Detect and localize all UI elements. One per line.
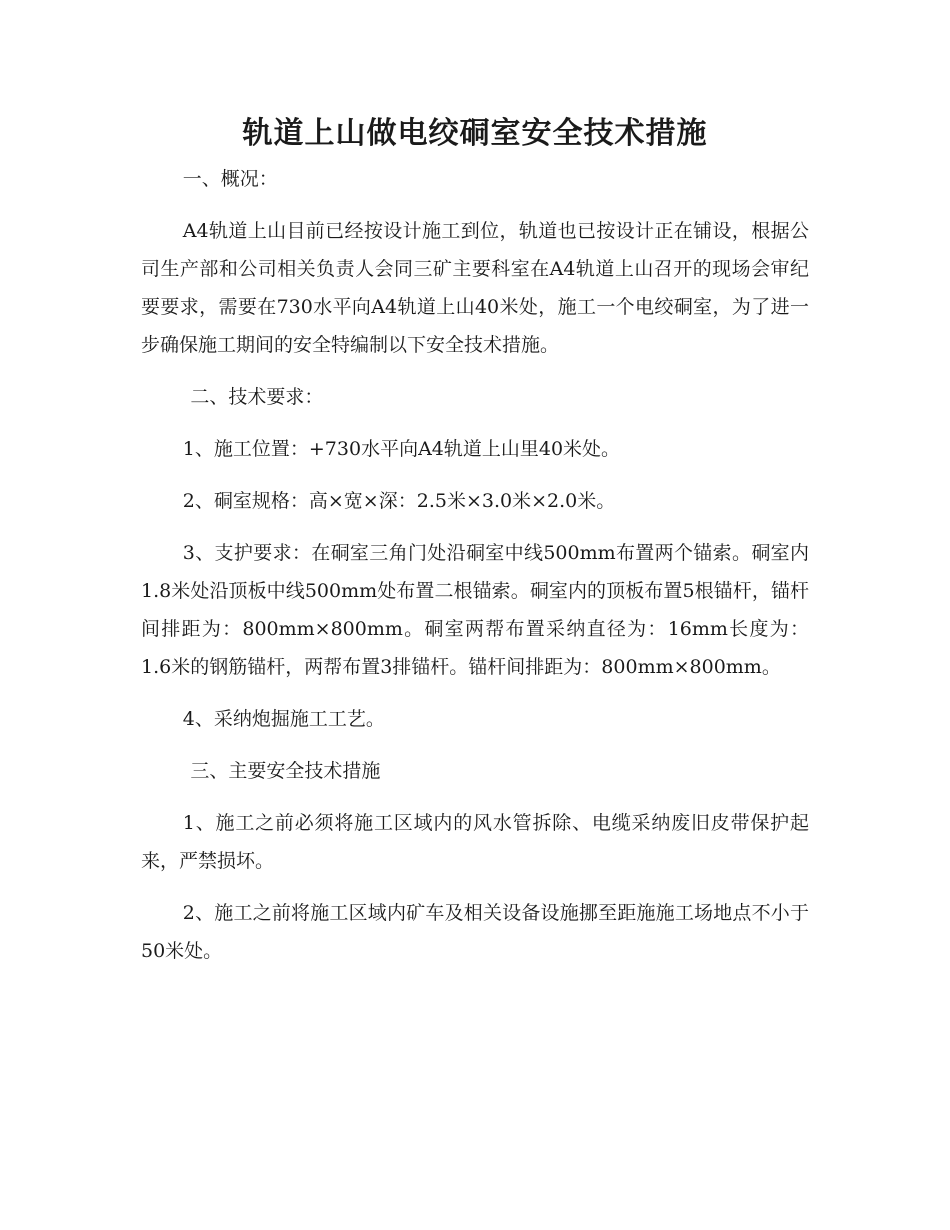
section-heading-overview: 一、概况： (182, 168, 278, 190)
paragraph-safety-measure-2: 2、施工之前将施工区域内矿车及相关设备设施挪至距施施工场地点不小于50米处。 (141, 902, 809, 962)
paragraph-support-requirements: 3、支护要求：在硐室三角门处沿硐室中线500mm布置两个锚索。硐室内1.8米处沿顶板中线500mm处布置二根锚索。硐室内的顶板布置5根锚杆，锚杆间排距为：800mm×800mm。硐室两帮布置采纳直径为：16mm长度为：1.6米的钢筋锚杆，两帮布置3排锚杆。锚杆间排距为：800mm×800mm。 (141, 542, 809, 678)
paragraph-chamber-specification: 2、硐室规格：高×宽×深：2.5米×3.0米×2.0米。 (182, 490, 616, 512)
document-title: 轨道上山做电绞硐室安全技术措施 (242, 116, 708, 151)
paragraph-overview: A4轨道上山目前已经按设计施工到位，轨道也已按设计正在铺设，根据公司生产部和公司相关负责人会同三矿主要科室在A4轨道上山召开的现场会审纪要要求，需要在730水平向A4轨道上山40米处，施工一个电绞硐室，为了进一步确保施工期间的安全特编制以下安全技术措施。 (141, 220, 809, 356)
paragraph-blasting-process: 4、采纳炮掘施工工艺。 (182, 708, 385, 730)
section-heading-safety-measures: 三、主要安全技术措施 (190, 760, 381, 782)
paragraph-construction-location: 1、施工位置：+730水平向A4轨道上山里40米处。 (182, 438, 621, 460)
section-heading-technical-requirements: 二、技术要求： (190, 386, 324, 408)
document-body (141, 160, 809, 984)
paragraph-safety-measure-1: 1、施工之前必须将施工区域内的风水管拆除、电缆采纳废旧皮带保护起来，严禁损坏。 (141, 812, 809, 872)
